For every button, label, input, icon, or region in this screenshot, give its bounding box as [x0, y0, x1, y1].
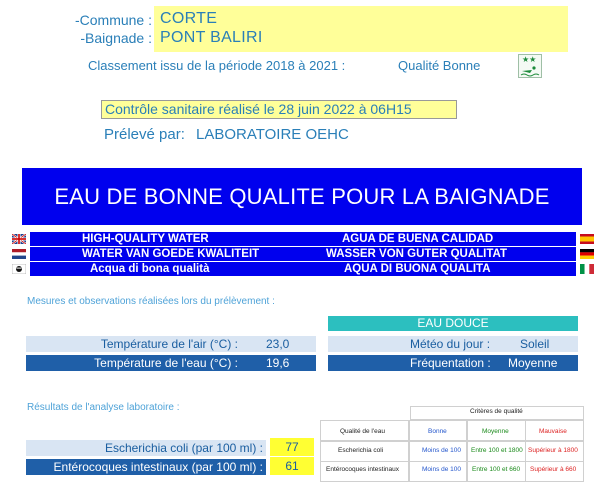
corsica-flag-icon — [12, 264, 26, 274]
baignade-value: PONT BALIRI — [160, 29, 263, 46]
criteres-entero-bonne: Moins de 100 — [422, 466, 462, 473]
translation-row-1 — [30, 232, 576, 246]
ecoli-value: 77 — [270, 438, 314, 456]
uk-flag-icon — [12, 234, 26, 244]
stars-glyph: ★★ — [522, 55, 537, 64]
germany-flag-icon — [580, 249, 594, 259]
meteo-value: Soleil — [520, 337, 550, 351]
criteres-moyenne: Moyenne — [482, 428, 509, 435]
translation-row-3 — [30, 262, 576, 276]
classement-value: Qualité Bonne — [398, 58, 481, 73]
resultats-title: Résultats de l'analyse laboratoire : — [27, 402, 180, 413]
criteres-ecoli-bonne: Moins de 100 — [422, 447, 462, 454]
criteres-entero-row: Entérocoques intestinaux — [326, 466, 399, 473]
criteres-col-header: Qualité de l'eau — [340, 428, 385, 435]
meteo-label: Météo du jour : — [410, 337, 491, 351]
commune-value: CORTE — [160, 10, 218, 27]
mesures-title: Mesures et observations réalisées lors du prélèvement : — [27, 296, 275, 307]
meteo-row — [328, 336, 578, 352]
translation-corsican: Acqua di bona qualità — [90, 263, 210, 275]
preleve-label: Prélevé par: — [104, 126, 185, 143]
two-stars-swimmer-icon — [518, 54, 542, 78]
netherlands-flag-icon — [12, 249, 26, 259]
translation-english: HIGH-QUALITY WATER — [82, 233, 209, 245]
temp-air-label: Température de l'air (°C) : — [100, 337, 238, 351]
criteres-ecoli-mauvaise: Supérieur à 1800 — [528, 447, 578, 454]
criteres-ecoli-moyenne: Entre 100 et 1800 — [471, 447, 523, 454]
baignade-label: -Baignade : — [80, 30, 152, 46]
classement-text: Classement issu de la période 2018 à 2021 : — [88, 58, 346, 73]
frequentation-label: Fréquentation : — [410, 356, 491, 370]
laboratoire-name: LABORATOIRE OEHC — [196, 126, 349, 143]
eau-type-header: EAU DOUCE — [328, 316, 578, 331]
ecoli-row — [26, 440, 266, 456]
criteres-title: Critères de qualité — [470, 408, 523, 415]
temp-eau-value: 19,6 — [266, 356, 290, 370]
translation-spanish: AGUA DE BUENA CALIDAD — [342, 233, 494, 245]
frequentation-row — [328, 355, 578, 371]
criteres-entero-mauvaise: Supérieur à 660 — [530, 466, 577, 473]
quality-banner: EAU DE BONNE QUALITE POUR LA BAIGNADE — [22, 168, 582, 225]
criteres-mauvaise: Mauvaise — [539, 428, 567, 435]
temp-air-value: 23,0 — [266, 337, 290, 351]
translation-dutch: WATER VAN GOEDE KWALITEIT — [82, 248, 260, 260]
entero-label: Entérocoques intestinaux (par 100 ml) : — [53, 460, 263, 474]
spain-flag-icon — [580, 234, 594, 244]
criteres-ecoli-row: Escherichia coli — [338, 447, 384, 454]
italy-flag-icon — [580, 264, 594, 274]
ecoli-label: Escherichia coli (par 100 ml) : — [104, 441, 263, 455]
controle-date-box: Contrôle sanitaire réalisé le 28 juin 2022 à 06H15 — [101, 100, 457, 119]
entero-value: 61 — [270, 457, 314, 475]
temp-eau-label: Température de l'eau (°C) : — [94, 356, 238, 370]
translation-row-2 — [30, 247, 576, 261]
temp-eau-row — [26, 355, 316, 371]
entero-row — [26, 459, 266, 475]
criteres-entero-moyenne: Entre 100 et 660 — [472, 466, 521, 473]
temp-air-row — [26, 336, 316, 352]
criteres-bonne: Bonne — [428, 428, 447, 435]
translation-italian: AQUA DI BUONA QUALITA — [344, 263, 491, 275]
commune-label: -Commune : — [74, 12, 152, 28]
translation-german: WASSER VON GUTER QUALITAT — [326, 248, 508, 260]
frequentation-value: Moyenne — [508, 356, 558, 370]
